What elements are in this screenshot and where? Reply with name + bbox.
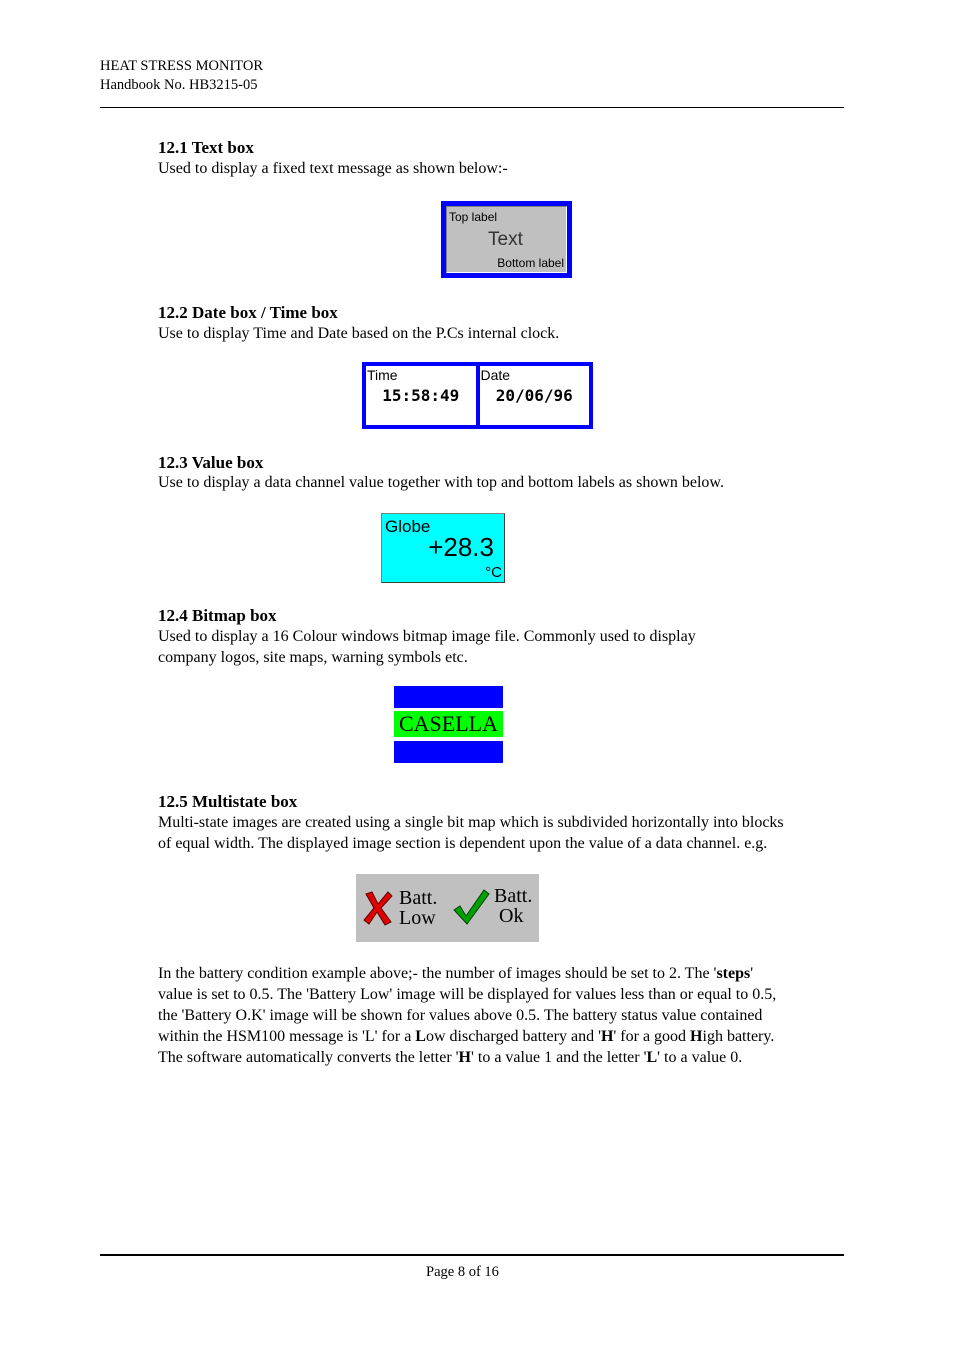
bitmap-top-band xyxy=(394,686,503,708)
time-label: Time xyxy=(367,367,398,383)
date-label: Date xyxy=(480,367,511,383)
date-cell xyxy=(480,366,590,425)
section-body-text-box: Used to display a fixed text message as shown below:- xyxy=(158,160,508,177)
date-value: 20/06/96 xyxy=(495,386,573,405)
battery-low-line1: Batt. xyxy=(399,887,438,909)
value-box-value: +28.3 xyxy=(428,532,494,562)
section-heading-multistate-box: 12.5 Multistate box xyxy=(158,792,298,811)
time-value: 15:58:49 xyxy=(382,386,460,405)
section-body-bitmap-line2: company logos, site maps, warning symbols etc. xyxy=(158,649,468,666)
text-box-top-label: Top label xyxy=(449,210,498,224)
section-heading-text-box: 12.1 Text box xyxy=(158,138,254,157)
battery-paragraph-line5: The software automatically converts the letter 'H' to a value 1 and the letter 'L' to a value 0. xyxy=(158,1049,743,1066)
text-box-text: Text xyxy=(488,229,523,250)
text-box-bottom-label: Bottom label xyxy=(497,256,564,270)
value-box-top-label: Globe xyxy=(385,517,431,536)
text-box-example xyxy=(441,201,572,278)
cross-icon xyxy=(362,890,394,926)
footer-rule xyxy=(100,1254,844,1256)
bitmap-bottom-band xyxy=(394,741,503,763)
battery-paragraph-line2: value is set to 0.5. The 'Battery Low' image will be displayed for values less than or equal to 0.5, xyxy=(158,986,777,1003)
battery-paragraph-line4: within the HSM100 message is 'L' for a Low discharged battery and 'H' for a good High battery. xyxy=(158,1028,775,1045)
handbook-number: Handbook No. HB3215-05 xyxy=(100,77,258,93)
battery-low-line2: Low xyxy=(399,907,436,929)
checkmark-icon xyxy=(452,888,490,926)
battery-paragraph-line3: the 'Battery O.K' image will be shown for values above 0.5. The battery status value contained xyxy=(158,1007,763,1024)
section-body-multistate-line1: Multi-state images are created using a single bit map which is subdivided horizontally into blocks xyxy=(158,814,784,831)
page-number: Page 8 of 16 xyxy=(426,1264,499,1280)
section-heading-date-time: 12.2 Date box / Time box xyxy=(158,303,338,322)
battery-paragraph-line1: In the battery condition example above;- the number of images should be set to 2. The 'steps' xyxy=(158,965,754,982)
section-body-date-time: Use to display Time and Date based on the P.Cs internal clock. xyxy=(158,325,560,342)
section-heading-bitmap-box: 12.4 Bitmap box xyxy=(158,606,277,625)
value-box-unit: °C xyxy=(485,564,502,581)
section-body-bitmap-line1: Used to display a 16 Colour windows bitmap image file. Commonly used to display xyxy=(158,628,696,645)
casella-logo: CASELLA xyxy=(394,711,503,737)
date-time-box-example xyxy=(362,362,593,429)
document-title: HEAT STRESS MONITOR xyxy=(100,58,264,74)
section-body-value-box: Use to display a data channel value together with top and bottom labels as shown below. xyxy=(158,474,724,491)
time-cell xyxy=(366,366,476,425)
header-rule xyxy=(100,107,844,108)
battery-ok-line1: Batt. xyxy=(494,885,533,907)
section-body-multistate-line2: of equal width. The displayed image section is dependent upon the value of a data channel. e.g. xyxy=(158,835,768,852)
multistate-example xyxy=(356,874,539,942)
battery-ok-line2: Ok xyxy=(499,905,524,927)
text-box-panel xyxy=(446,206,567,273)
section-heading-value-box: 12.3 Value box xyxy=(158,453,264,472)
value-box-example xyxy=(381,513,505,583)
